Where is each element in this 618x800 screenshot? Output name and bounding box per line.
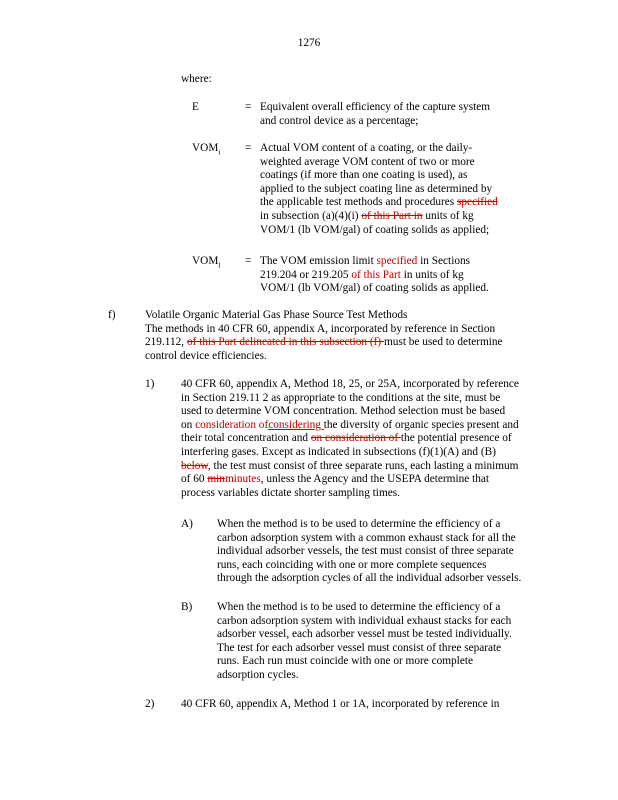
text-run: interfering gases. Except as indicated in subsections (f)(1)(A) and (B) bbox=[181, 445, 496, 458]
text-line bbox=[181, 405, 519, 419]
text-run: When the method is to be used to determine the efficiency of a bbox=[217, 518, 501, 530]
inserted-text: of this Part bbox=[351, 268, 401, 281]
text-line bbox=[217, 601, 512, 615]
text-run: carbon adsorption system with a common exhaust stack for all the bbox=[217, 531, 516, 544]
deleted-text: below bbox=[181, 459, 208, 472]
item-1b-text bbox=[217, 601, 512, 683]
text-line bbox=[181, 460, 519, 474]
text-run: 219.204 or 219.205 bbox=[260, 268, 352, 281]
text-run: adsorber vessel, each adsorber vessel must be tested individually. bbox=[217, 628, 512, 641]
text-run: 40 CFR 60, appendix A, Method 1 or 1A, incorporated by reference in bbox=[181, 698, 500, 710]
text-line bbox=[217, 572, 521, 586]
def-equals-vom-l: = bbox=[245, 255, 252, 267]
deleted-text: min bbox=[207, 473, 225, 486]
inserted-text: considering bbox=[268, 418, 324, 431]
text-run: the applicable test methods and procedures bbox=[260, 196, 458, 209]
def-text-vom-l bbox=[260, 255, 489, 296]
text-run: carbon adsorption system with individual exhaust stacks for each bbox=[217, 614, 512, 627]
def-symbol-vom-i-sub: i bbox=[218, 147, 221, 157]
item-1a-text bbox=[217, 518, 521, 586]
section-f-text bbox=[145, 309, 503, 363]
def-symbol-e: E bbox=[192, 101, 199, 113]
text-line bbox=[181, 392, 519, 406]
where-label: where: bbox=[181, 73, 212, 85]
text-line bbox=[217, 532, 521, 546]
text-run: individual adsorber vessels, the test must consist of three separate bbox=[217, 545, 514, 558]
text-run: adsorption cycles. bbox=[217, 668, 299, 681]
text-run: When the method is to be used to determine the efficiency of a bbox=[217, 601, 501, 613]
text-line bbox=[217, 669, 512, 683]
text-line bbox=[217, 655, 512, 669]
text-run: , unless the Agency and the USEPA determine that bbox=[260, 473, 490, 486]
text-run: and control device as a percentage; bbox=[260, 114, 419, 127]
text-line bbox=[260, 156, 498, 170]
text-run: 40 CFR 60, appendix A, Method 18, 25, or 25A, incorporated by reference bbox=[181, 378, 519, 390]
text-line bbox=[217, 642, 512, 656]
text-line bbox=[217, 559, 521, 573]
text-run: VOM/1 (lb VOM/gal) of coating solids as applied; bbox=[260, 223, 490, 236]
text-run: runs, each coinciding with one or more complete sequences bbox=[217, 558, 487, 571]
text-run: in units of kg bbox=[400, 268, 464, 281]
def-symbol-vom-l bbox=[192, 255, 220, 272]
inserted-text: specified bbox=[376, 255, 418, 267]
text-line bbox=[217, 615, 512, 629]
text-line bbox=[260, 142, 498, 156]
text-line bbox=[260, 255, 489, 269]
text-run: the potential presence of bbox=[400, 432, 512, 445]
text-line bbox=[217, 518, 521, 532]
def-symbol-vom-i-main: VOM bbox=[192, 142, 219, 154]
def-text-e bbox=[260, 101, 490, 128]
item-1a-marker: A) bbox=[181, 518, 193, 530]
text-run: VOM/1 (lb VOM/gal) of coating solids as applied. bbox=[260, 282, 489, 295]
deleted-text: of this Part delineated in this subsection (f) bbox=[186, 336, 384, 349]
text-run: The VOM emission limit bbox=[260, 255, 377, 267]
text-line bbox=[217, 628, 512, 642]
text-run: Volatile Organic Material Gas Phase Source Test Methods bbox=[145, 309, 408, 321]
text-run: The methods in 40 CFR 60, appendix A, incorporated by reference in Section bbox=[145, 322, 496, 335]
text-line bbox=[145, 323, 503, 337]
def-symbol-vom-l-sub: l bbox=[218, 260, 221, 270]
item-2-text bbox=[181, 698, 499, 712]
text-run: of 60 bbox=[181, 473, 208, 486]
text-line bbox=[260, 115, 490, 129]
text-line bbox=[181, 432, 519, 446]
text-line bbox=[181, 698, 499, 712]
inserted-text: consideration of bbox=[195, 418, 269, 431]
deleted-text: of this Part in bbox=[361, 209, 423, 222]
text-line bbox=[217, 545, 521, 559]
text-line bbox=[145, 350, 503, 364]
text-line bbox=[260, 101, 490, 115]
text-line bbox=[260, 169, 498, 183]
def-symbol-vom-i bbox=[192, 142, 220, 159]
text-run: must be used to determine bbox=[383, 336, 503, 349]
text-line bbox=[260, 282, 489, 296]
text-run: used to determine VOM concentration. Method selection must be based bbox=[181, 405, 506, 418]
item-1-text bbox=[181, 378, 519, 500]
text-line bbox=[181, 446, 519, 460]
text-line bbox=[260, 224, 498, 238]
text-run: applied to the subject coating line as determined by bbox=[260, 182, 493, 195]
text-run: in Sections bbox=[417, 255, 471, 267]
deleted-text: on consideration of bbox=[310, 432, 401, 445]
inserted-text: minutes bbox=[224, 473, 261, 486]
text-line bbox=[145, 336, 503, 350]
text-line bbox=[260, 269, 489, 283]
item-2-marker: 2) bbox=[145, 698, 155, 710]
text-run: in subsection (a)(4)(i) bbox=[260, 209, 362, 222]
text-run: in Section 219.11 2 as appropriate to the conditions at the site, must be bbox=[181, 391, 501, 404]
item-1b-marker: B) bbox=[181, 601, 193, 613]
text-run: coatings (if more than one coating is used), as bbox=[260, 169, 468, 182]
text-run: 219.112, bbox=[145, 336, 187, 349]
text-run: The test for each adsorber vessel must consist of three separate bbox=[217, 641, 502, 654]
text-line bbox=[145, 309, 503, 323]
text-line bbox=[260, 196, 498, 210]
text-run: units of kg bbox=[422, 209, 474, 222]
text-run: control device efficiencies. bbox=[145, 349, 267, 362]
text-run: process variables dictate shorter sampling times. bbox=[181, 486, 400, 499]
text-line bbox=[181, 487, 519, 501]
text-line bbox=[181, 419, 519, 433]
text-line bbox=[260, 183, 498, 197]
text-run: Equivalent overall efficiency of the capture system bbox=[260, 101, 491, 113]
def-symbol-vom-l-main: VOM bbox=[192, 255, 219, 267]
text-run: weighted average VOM content of two or more bbox=[260, 155, 475, 168]
page-number: 1276 bbox=[297, 37, 321, 49]
text-line bbox=[181, 378, 519, 392]
text-run: runs. Each run must coincide with one or more complete bbox=[217, 655, 473, 668]
text-run: the diversity of organic species present and bbox=[323, 418, 519, 431]
def-equals-e: = bbox=[245, 101, 252, 113]
def-equals-vom-i: = bbox=[245, 142, 252, 154]
item-1-marker: 1) bbox=[145, 378, 155, 390]
text-run: their total concentration and bbox=[181, 432, 311, 445]
text-line bbox=[181, 473, 519, 487]
text-line bbox=[260, 210, 498, 224]
text-run: , the test must consist of three separate runs, each lasting a minimum bbox=[207, 459, 519, 472]
text-run: on bbox=[181, 418, 196, 431]
section-f-marker: f) bbox=[108, 309, 116, 321]
text-run: Actual VOM content of a coating, or the daily- bbox=[260, 142, 473, 154]
deleted-text: specified bbox=[457, 196, 498, 209]
text-run: through the adsorption cycles of all the individual adsorber vessels. bbox=[217, 572, 522, 585]
def-text-vom-i bbox=[260, 142, 498, 237]
